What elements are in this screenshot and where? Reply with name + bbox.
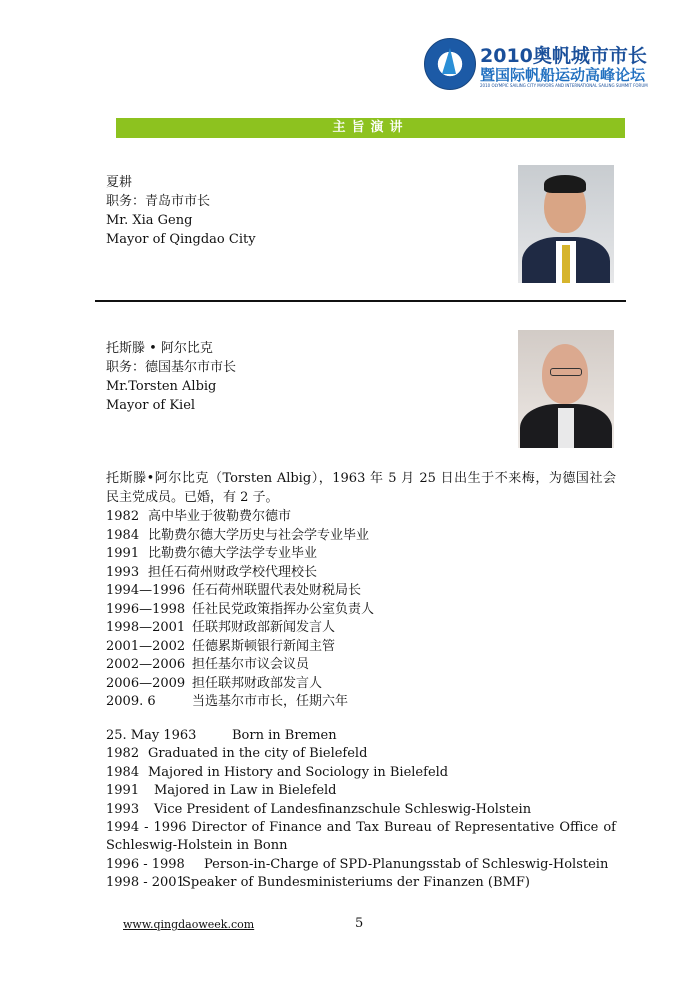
bio-cn-intro-line2: 民主党成员。已婚，有 2 子。 [106, 490, 279, 505]
bio-cn-entry [106, 600, 374, 619]
speaker1-position-cn: 职务：青岛市市长 [106, 194, 211, 209]
bio-en-entry-1994-line1: 1994 - 1996 Director of Finance and Tax Bureau of Representative Office of [106, 820, 616, 835]
speaker2-name-en: Mr.Torsten Albig [106, 379, 217, 394]
bio-cn-text: 比勒费尔德大学法学专业毕业 [148, 546, 318, 561]
bio-cn-year: 1991 [106, 546, 140, 561]
bio-en-text: Person-in-Charge of SPD-Planungsstab of Schleswig-Holstein [204, 857, 609, 872]
bio-en-entry-1994-line2: Schleswig-Holstein in Bonn [106, 838, 288, 853]
bio-cn-year: 2006—2009 [106, 676, 186, 691]
bio-en-text: Vice President of Landesfinanzschule Schleswig-Holstein [154, 802, 532, 817]
speaker2-position-cn: 职务：德国基尔市市长 [106, 360, 237, 375]
bio-cn-text: 比勒费尔德大学历史与社会学专业毕业 [148, 528, 370, 543]
bio-cn-text: 高中毕业于彼勒费尔德市 [148, 509, 292, 524]
speaker1-info [106, 173, 256, 249]
section-banner: 主旨演讲 [116, 118, 625, 138]
speaker1-name-cn: 夏耕 [106, 175, 133, 190]
bio-cn-entry [106, 655, 309, 674]
bio-cn-entry [106, 526, 369, 545]
bio-en-entry [106, 800, 531, 819]
bio-cn-text: 当选基尔市市长，任期六年 [192, 694, 349, 709]
logo-subtitle: 暨国际帆船运动高峰论坛 [480, 66, 646, 84]
bio-cn-year: 2002—2006 [106, 657, 186, 672]
speaker2-info [106, 339, 236, 415]
bio-en-year: 1991 [106, 783, 140, 798]
bio-cn-text: 任社民党政策指挥办公室负责人 [192, 602, 375, 617]
bio-cn-entry [106, 692, 348, 711]
bio-cn-year: 1993 [106, 565, 140, 580]
bio-cn-year: 1994—1996 [106, 583, 186, 598]
bio-cn-year: 2009. 6 [106, 694, 156, 709]
speaker2-position-en: Mayor of Kiel [106, 398, 196, 413]
bio-en-year: 25. May 1963 [106, 728, 197, 743]
bio-cn-entry [106, 563, 317, 582]
bio-cn-entry [106, 637, 335, 656]
bio-en-entry [106, 726, 337, 745]
bio-en-entry [106, 855, 608, 874]
bio-en-text: Majored in History and Sociology in Bielefeld [148, 765, 449, 780]
bio-cn-intro-line1: 托斯滕•阿尔比克（Torsten Albig），1963 年 5 月 25 日出生于不来梅，为德国社会 [106, 471, 616, 486]
bio-cn-text: 任德累斯顿银行新闻主管 [192, 639, 336, 654]
bio-cn-text: 任石荷州联盟代表处财税局长 [192, 583, 362, 598]
bio-cn-entry [106, 618, 335, 637]
forum-logo [424, 38, 648, 92]
bio-en-year: 1984 [106, 765, 140, 780]
bio-cn-text: 任联邦财政部新闻发言人 [192, 620, 336, 635]
page-number: 5 [355, 916, 364, 931]
logo-english: 2010 OLYMPIC SAILING CITY MAYORS AND INTERNATIONAL SAILING SUMMIT FORUM [480, 83, 648, 88]
sailing-emblem-icon [424, 38, 476, 90]
speaker1-position-en: Mayor of Qingdao City [106, 232, 256, 247]
logo-title: 2010奥帆城市市长 [480, 45, 647, 67]
bio-en-year: 1982 [106, 746, 140, 761]
bio-en-entry [106, 873, 530, 892]
bio-en-text: Graduated in the city of Bielefeld [148, 746, 368, 761]
bio-cn-text: 担任基尔市议会议员 [192, 657, 310, 672]
bio-cn-year: 1996—1998 [106, 602, 186, 617]
speaker2-photo [518, 330, 614, 448]
bio-cn-text: 担任石荷州财政学校代理校长 [148, 565, 318, 580]
section-divider [95, 300, 626, 302]
bio-cn-year: 1998—2001 [106, 620, 186, 635]
footer-website-link[interactable]: www.qingdaoweek.com [123, 918, 255, 931]
bio-cn-entry [106, 581, 361, 600]
bio-en-year: 1998 - 2001 [106, 875, 185, 890]
bio-en-text: Majored in Law in Bielefeld [154, 783, 337, 798]
bio-cn-entry [106, 544, 317, 563]
bio-en-entry [106, 744, 367, 763]
speaker1-photo [518, 165, 614, 283]
bio-en-entry [106, 781, 337, 800]
speaker1-name-en: Mr. Xia Geng [106, 213, 193, 228]
speaker2-name-cn: 托斯滕 • 阿尔比克 [106, 341, 213, 356]
bio-en-year: 1993 [106, 802, 140, 817]
bio-en-text: Speaker of Bundesministeriums der Finanzen (BMF) [182, 875, 530, 890]
bio-en-entry [106, 763, 448, 782]
bio-cn-year: 2001—2002 [106, 639, 186, 654]
bio-en-text: Born in Bremen [232, 728, 337, 743]
bio-en-year: 1996 - 1998 [106, 857, 185, 872]
bio-cn-text: 担任联邦财政部发言人 [192, 676, 323, 691]
bio-cn-entry [106, 674, 322, 693]
bio-cn-year: 1982 [106, 509, 140, 524]
bio-cn-entry [106, 507, 291, 526]
bio-cn-year: 1984 [106, 528, 140, 543]
